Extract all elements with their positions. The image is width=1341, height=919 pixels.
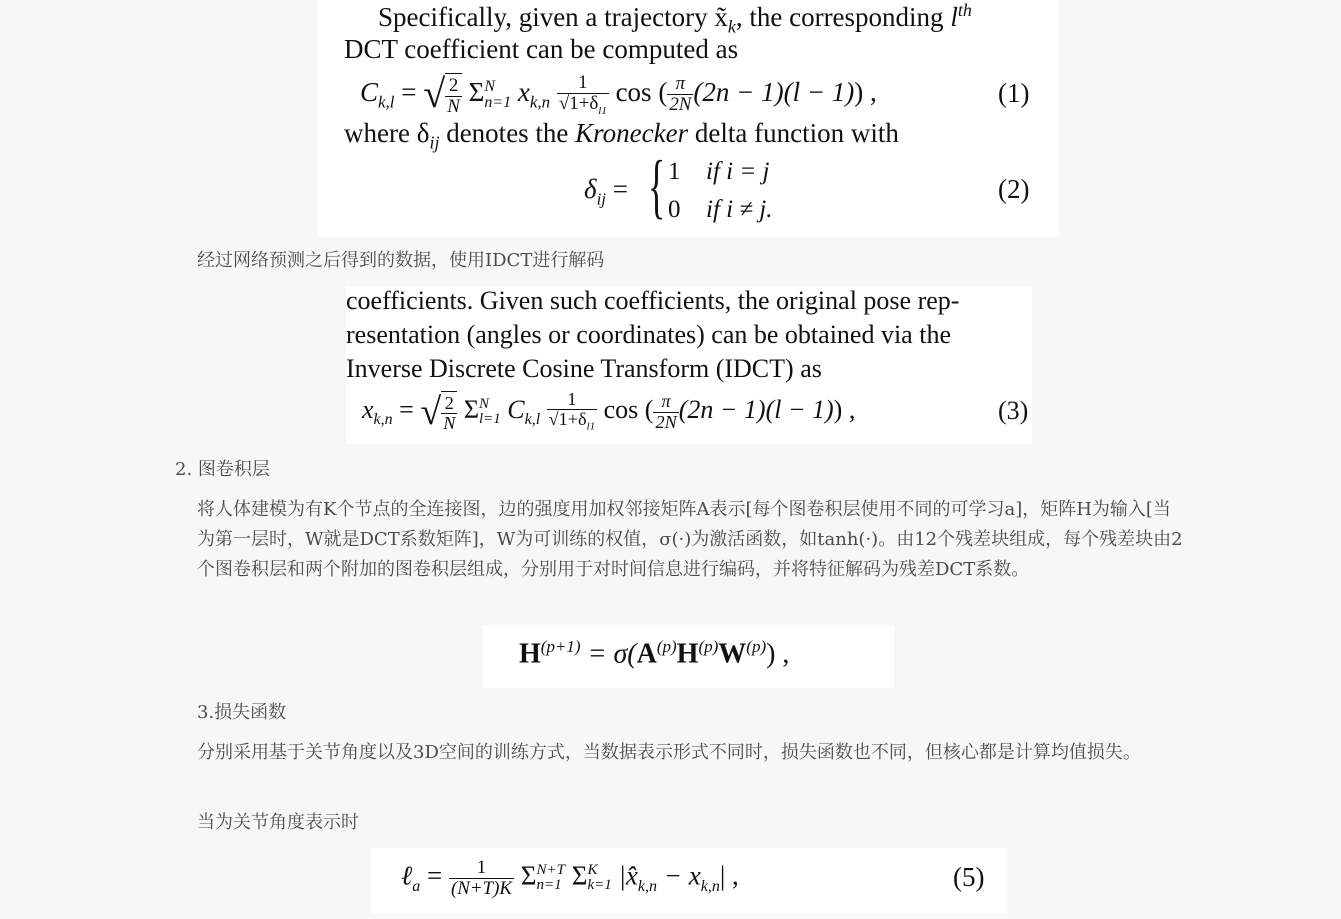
- equation-number-5: (5): [953, 862, 985, 892]
- case-2-cond: if i ≠ j.: [706, 196, 773, 223]
- text-line: DCT coefficient can be computed as: [344, 34, 739, 64]
- paragraph-loss: 分别采用基于关节角度以及3D空间的训练方式，当数据表示形式不同时，损失函数也不同，但核心都是计算均值损失。: [197, 742, 1141, 763]
- section-heading-loss: 3.损失函数: [197, 702, 287, 723]
- equation-1: $C_{k,l}$ = √ $\frac{2}{N}$ Σ N n=1 $x_{k,n}$ $\frac{1}{√1+\delta_{l1}}$ cos ( $\frac{\pi}{2N}$ (2n − 1)(l − 1)) ,: [360, 71, 877, 117]
- section-heading-gcn: 2. 图卷积层: [175, 459, 270, 480]
- idct-equation-image: [346, 286, 1032, 444]
- equation-number-2: (2): [998, 174, 1030, 204]
- text-line: Inverse Discrete Cosine Transform (IDCT) as: [346, 354, 822, 383]
- paragraph-gcn: 将人体建模为有K个节点的全连接图，边的强度用加权邻接矩阵A表示[每个图卷积层使用不同的可学习a]，矩阵H为输入[当为第一层时，W就是DCT系数矩阵]，W为可训练的权值，σ(·)为激活函数，如tanh(·)。由12个残差块组成，每个残差块由2个图卷积层和两个附加的图卷积层组成，分别用于对时间信息进行编码，并将特征解码为残差DCT系数。: [197, 499, 1183, 580]
- text-line: coefficients. Given such coefficients, the original pose rep-: [346, 286, 960, 315]
- case-1-cond: if i = j: [706, 158, 770, 185]
- loss-equation-image: [371, 848, 1007, 913]
- equation-2: $\delta_{ij}$ =: [584, 174, 628, 209]
- equation-3: $x_{k,n}$ = √ $\frac{2}{N}$ Σ N l=1 $C_{k,l}$ $\frac{1}{√1+\delta_{l1}}$ cos ( $\frac{\pi}{2N}$ (2n − 1)(l − 1)) ,: [362, 389, 856, 434]
- equation-gcn: $H^{(p+1)} = \sigma(A^{(p)}H^{(p)}W^{(p)})$ ,: [519, 637, 790, 670]
- paragraph-angle-loss: 当为关节角度表示时: [197, 812, 359, 833]
- case-1: 1: [668, 158, 681, 185]
- paragraph-idct-intro: 经过网络预测之后得到的数据，使用IDCT进行解码: [197, 250, 605, 271]
- cases-brace: {: [648, 146, 666, 226]
- gcn-equation-image: [483, 625, 894, 688]
- dct-equation-image: [318, 0, 1059, 237]
- equation-5: ℓ$_a$ = $\frac{1}{(N+T)K}$ Σ N+T n=1 Σ K k=1 $|x̂_{k,n} - x_{k,n}|$ ,: [401, 857, 739, 899]
- text-line: resentation (angles or coordinates) can be obtained via the: [346, 320, 951, 349]
- text-line: Specifically, given a trajectory $x̃_k$, the corresponding $l^{th}$: [378, 0, 972, 37]
- case-2: 0: [668, 196, 681, 223]
- equation-number-3: (3): [998, 396, 1029, 425]
- text-line: where $\delta_{ij}$ denotes the Kronecker delta function with: [344, 118, 899, 153]
- equation-number-1: (1): [998, 78, 1030, 108]
